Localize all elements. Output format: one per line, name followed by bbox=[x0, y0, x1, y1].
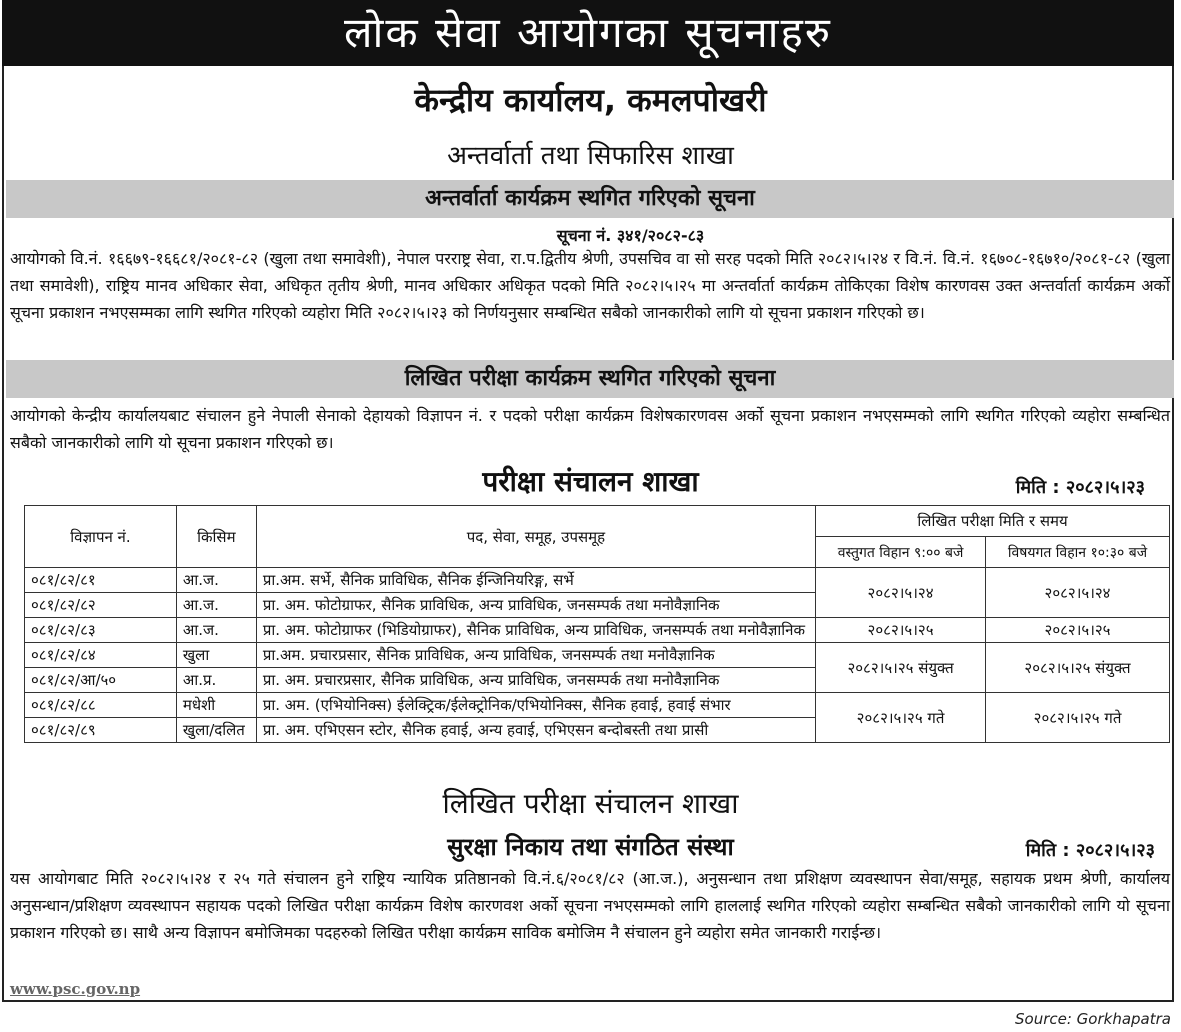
source-credit: Source: Gorkhapatra bbox=[1015, 1010, 1171, 1028]
objective-date: २०८२।५।२५ गते bbox=[816, 693, 986, 743]
exam-branch-date: मिति : २०८२।५।२३ bbox=[1015, 477, 1145, 498]
ad-no: ०८१/८२/८९ bbox=[25, 718, 177, 743]
written-branch-subtitle: सुरक्षा निकाय तथा संगठित संस्था bbox=[447, 833, 734, 861]
ad-no: ०८१/८२/८८ bbox=[25, 693, 177, 718]
subjective-date: २०८२।५।२४ bbox=[986, 568, 1170, 618]
post: प्रा. अम. प्रचारप्रसार, सैनिक प्राविधिक, अन्य प्राविधिक, जनसम्पर्क तथा मनोवैज्ञानिक bbox=[256, 668, 815, 693]
type: खुला/दलित bbox=[176, 718, 256, 743]
post: प्रा. अम. फोटोग्राफर (भिडियोग्राफर), सैनिक प्राविधिक, अन्य प्राविधिक, जनसम्पर्क तथा मनोवैज्ञानिक bbox=[256, 618, 815, 643]
post: प्रा. अम. (एभियोनिक्स) ईलेक्ट्रिक/ईलेक्ट्रोनिक/एभियोनिक्स, सैनिक हवाई, हवाई संभार bbox=[256, 693, 815, 718]
type: आ.ज. bbox=[176, 618, 256, 643]
header-subjective: विषयगत विहान १०:३० बजे bbox=[986, 537, 1170, 568]
notice1-number: सूचना नं. ३४१/२०८२-८३ bbox=[556, 226, 705, 245]
objective-date: २०८२।५।२५ bbox=[816, 618, 986, 643]
objective-date: २०८२।५।२४ bbox=[816, 568, 986, 618]
office-title: केन्द्रीय कार्यालय, कमलपोखरी bbox=[414, 81, 767, 119]
table-row bbox=[25, 568, 1170, 593]
banner-title: लोक सेवा आयोगका सूचनाहरु bbox=[2, 0, 1174, 66]
website-link[interactable]: www.psc.gov.np bbox=[10, 980, 141, 998]
post: प्रा. अम. फोटोग्राफर, सैनिक प्राविधिक, अन्य प्राविधिक, जनसम्पर्क तथा मनोवैज्ञानिक bbox=[256, 593, 815, 618]
post: प्रा.अम. सर्भे, सैनिक प्राविधिक, सैनिक ईन्जिनियरिङ्ग, सर्भे bbox=[256, 568, 815, 593]
ad-no: ०८१/८२/८३ bbox=[25, 618, 177, 643]
type: आ.ज. bbox=[176, 593, 256, 618]
written-branch-title: लिखित परीक्षा संचालन शाखा bbox=[442, 787, 739, 820]
header-ad-no: विज्ञापन नं. bbox=[25, 506, 177, 568]
table-row bbox=[25, 618, 1170, 643]
subjective-date: २०८२।५।२५ bbox=[986, 618, 1170, 643]
exam-branch-title: परीक्षा संचालन शाखा bbox=[482, 465, 699, 498]
objective-date: २०८२।५।२५ संयुक्त bbox=[816, 643, 986, 693]
notice1-title: अन्तर्वार्ता कार्यक्रम स्थगित गरिएको सूचना bbox=[6, 180, 1174, 218]
header-post: पद, सेवा, समूह, उपसमूह bbox=[256, 506, 815, 568]
type: खुला bbox=[176, 643, 256, 668]
header-exam: लिखित परीक्षा मिति र समय bbox=[816, 506, 1170, 537]
table-row bbox=[25, 693, 1170, 718]
ad-no: ०८१/८२/आ/५० bbox=[25, 668, 177, 693]
written-branch-body: यस आयोगबाट मिति २०८२।५।२४ र २५ गते संचालन हुने राष्ट्रिय न्यायिक प्रतिष्ठानको वि.नं.६/२०८१/८२ (आ.ज.), अनुसन्धान तथा प्रशिक्षण व्यवस्थापन सेवा/समूह, सहायक प्रथम श्रेणी, कार्यालय अनुसन्धान/प्रशिक्षण व्यवस्थापन सहायक पदको लिखित परीक्षा कार्यक्रम विशेष कारणवश अर्को सूचना नभएसम्मको लागि हाललाई स्थगित गरिएको व्यहोरा सम्बन्धित सबैको जानकारीको लागि यो सूचना प्रकाशन गरिएको छ। साथै अन्य विज्ञापन बमोजिमका पदहरुको लिखित परीक्षा कार्यक्रम साविक बमोजिम नै संचालन हुने व्यहोरा समेत जानकारी गराईन्छ। bbox=[10, 869, 1170, 942]
subjective-date: २०८२।५।२५ संयुक्त bbox=[986, 643, 1170, 693]
type: आ.ज. bbox=[176, 568, 256, 593]
ad-no: ०८१/८२/८१ bbox=[25, 568, 177, 593]
ad-no: ०८१/८२/८४ bbox=[25, 643, 177, 668]
table-row bbox=[25, 643, 1170, 668]
type: मधेशी bbox=[176, 693, 256, 718]
subjective-date: २०८२।५।२५ गते bbox=[986, 693, 1170, 743]
exam-schedule-table bbox=[24, 505, 1170, 743]
notice2-title: लिखित परीक्षा कार्यक्रम स्थगित गरिएको सूचना bbox=[6, 360, 1174, 398]
branch-title: अन्तर्वार्ता तथा सिफारिस शाखा bbox=[447, 141, 734, 171]
post: प्रा.अम. प्रचारप्रसार, सैनिक प्राविधिक, अन्य प्राविधिक, जनसम्पर्क तथा मनोवैज्ञानिक bbox=[256, 643, 815, 668]
written-branch-date: मिति : २०८२।५।२३ bbox=[1025, 840, 1155, 861]
header-objective: वस्तुगत विहान ९:०० बजे bbox=[816, 537, 986, 568]
header-type: किसिम bbox=[176, 506, 256, 568]
notice2-body: आयोगको केन्द्रीय कार्यालयबाट संचालन हुने नेपाली सेनाको देहायको विज्ञापन नं. र पदको परीक्षा कार्यक्रम विशेषकारणवस अर्को सूचना प्रकाशन नभएसम्मको लागि स्थगित गरिएको व्यहोरा सम्बन्धित सबैको जानकारीको लागि यो सूचना प्रकाशन गरिएको छ। bbox=[10, 406, 1170, 452]
post: प्रा. अम. एभिएसन स्टोर, सैनिक हवाई, अन्य हवाई, एभिएसन बन्दोबस्ती तथा प्रासी bbox=[256, 718, 815, 743]
ad-no: ०८१/८२/८२ bbox=[25, 593, 177, 618]
notice1-body: आयोगको वि.नं. १६६७९-१६६८१/२०८१-८२ (खुला तथा समावेशी), नेपाल परराष्ट्र सेवा, रा.प.द्वितीय श्रेणी, उपसचिव वा सो सरह पदको मिति २०८२।५।२४ र वि.नं. वि.नं. १६७०८-१६७१०/२०८१-८२ (खुला तथा समावेशी), राष्ट्रिय मानव अधिकार सेवा, अधिकृत तृतीय श्रेणी, मानव अधिकार अधिकृत पदको मिति २०८२।५।२५ मा अन्तर्वार्ता कार्यक्रम तोकिएका विशेष कारणवस उक्त अन्तर्वार्ता कार्यक्रम अर्को सूचना प्रकाशन नभएसम्मका लागि स्थगित गरिएको व्यहोरा मिति २०८२।५।२३ को निर्णयनुसार सम्बन्धित सबैको जानकारीको लागि यो सूचना प्रकाशन गरिएको छ। bbox=[10, 249, 1170, 322]
type: आ.प्र. bbox=[176, 668, 256, 693]
